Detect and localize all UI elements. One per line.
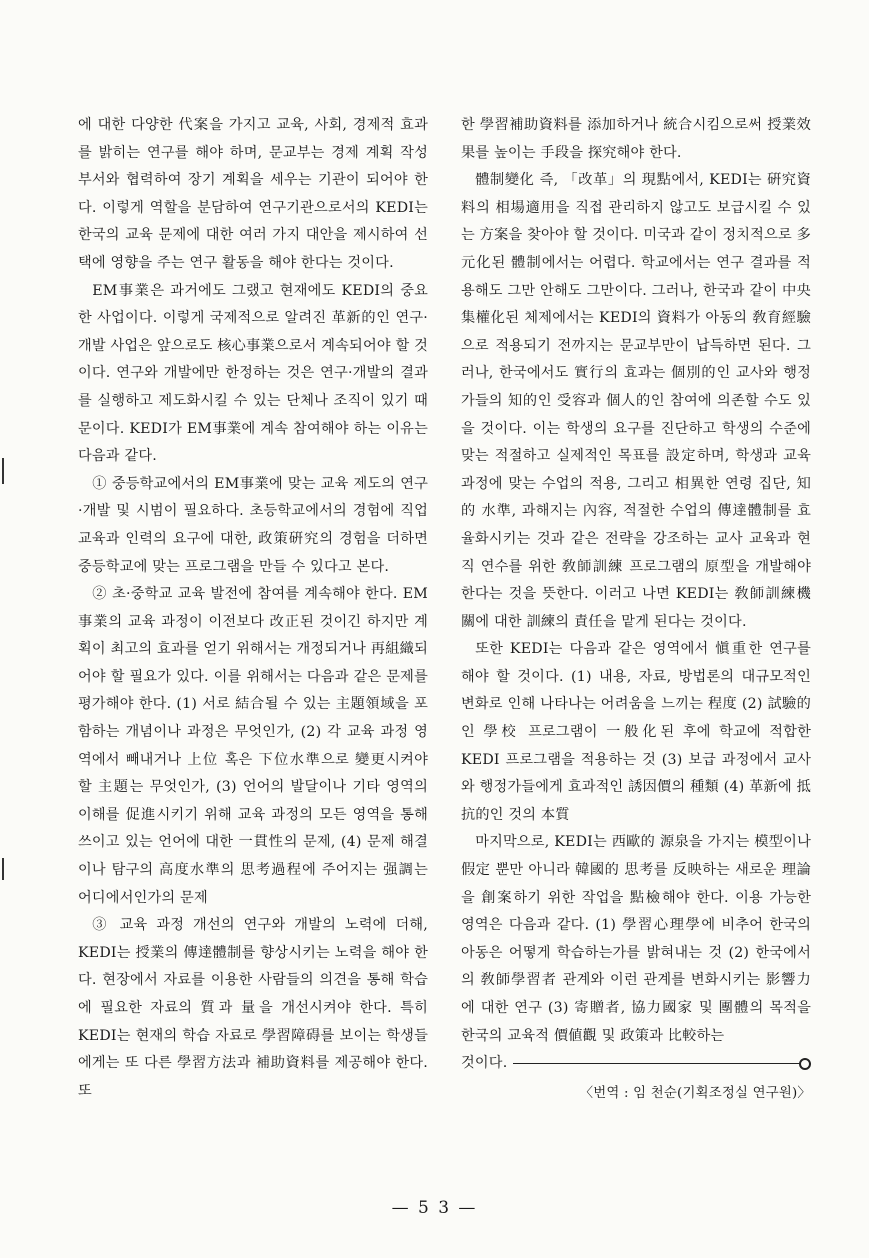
scan-edge-mark [2, 458, 4, 484]
paragraph: 또한 KEDI는 다음과 같은 영역에서 愼重한 연구를 해야 할 것이다. (1) 내용, 자료, 방법론의 대규모적인 변화로 인해 나타나는 어려움을 느끼는 程度 (2) 試驗的인 學校 프로그램이 一般化된 후에 학교에 적합한 KEDI 프로그램을 적용하는 것 (3) 보급 과정에서 교사와 행정가들에게 효과적인 誘因價의 種類 (4) 革新에 抵抗的인 것의 本質 [461, 641, 811, 823]
paragraph: 마지막으로, KEDI는 西歐的 源泉을 가지는 模型이나 假定 뿐만 아니라 韓國的 思考를 反映하는 새로운 理論을 創案하기 위한 작업을 點檢해야 한다. 이용 가능한 영역은 다음과 같다. (1) 學習心理學에 비추어 한국의 아동은 어떻게 학습하는가를 밝혀내는 것 (2) 한국에서의 敎師學習者 관계와 이런 관계를 변화시키는 影響力에 대한 연구 (3) 寄贈者, 協力國家 및 團體의 목적을 한국의 교육적 價値觀 및 政策과 比較하는 [461, 834, 811, 1044]
left-column [78, 112, 428, 1105]
paragraph: ② 초·중학교 교육 발전에 참여를 계속해야 한다. EM事業의 교육 과정이 이전보다 改正된 것이긴 하지만 계획이 최고의 효과를 얻기 위해서는 개정되거나 再組織되어야 할 필요가 있다. 이를 위해서는 다음과 같은 문제를 평가해야 한다. (1) 서로 結合될 수 있는 主題領域을 포함하는 개념이나 과정은 무엇인가, (2) 각 교육 과정 영역에서 빼내거나 上位 혹은 下位水準으로 變更시켜야 할 主題는 무엇인가, (3) 언어의 발달이나 기타 영역의 이해를 促進시키기 위해 교육 과정의 모든 영역을 통해 쓰이고 있는 언어에 대한 一貫性의 문제, (4) 문제 해결이나 탐구의 高度水準의 思考過程에 주어지는 强調는 어디에서인가의 문제 [78, 586, 428, 906]
closing-text: 것이다. [461, 1055, 508, 1072]
page-number: — 5 3 — [391, 1198, 478, 1218]
end-circle-icon [799, 1058, 811, 1070]
paragraph: EM事業은 과거에도 그랬고 현재에도 KEDI의 중요한 사업이다. 이렇게 국제적으로 알려진 革新的인 연구·개발 사업은 앞으로도 核心事業으로서 계속되어야 할 것이다. 연구와 개발에만 한정하는 것은 연구·개발의 결과를 실행하고 제도화시킬 수 있는 단체나 조직이 있기 때문이다. KEDI가 EM事業에 계속 참여해야 하는 이유는 다음과 같다. [78, 282, 429, 465]
paragraph: ① 중등학교에서의 EM事業에 맞는 교육 제도의 연구·개발 및 시범이 필요하다. 초등학교에서의 경험에 직업 교육과 인력의 요구에 대한, 政策硏究의 경험을 더하면 중등학교에 맞는 프로그램을 만들 수 있다고 본다. [78, 475, 428, 575]
scan-edge-mark [2, 858, 4, 880]
paragraph: 에 대한 다양한 代案을 가지고 교육, 사회, 경제적 효과를 밝히는 연구를 해야 하며, 문교부는 경제 계획 작성 부서와 협력하여 장기 계획을 세우는 기관이 되어야 한다. 이렇게 역할을 분담하여 연구기관으로서의 KEDI는 한국의 교육 문제에 대한 여러 가지 대안을 제시하여 선택에 영향을 주는 연구 활동을 해야 한다는 것이다. [78, 117, 428, 271]
article-end [461, 1050, 811, 1078]
right-column [461, 112, 811, 1107]
paragraph: ③ 교육 과정 개선의 연구와 개발의 노력에 더해, KEDI는 授業의 傳達體制를 향상시키는 노력을 해야 한다. 현장에서 자료를 이용한 사람들의 의견을 통해 학습에 필요한 자료의 質과 量을 개선시켜야 한다. 특히 KEDI는 현재의 학습 자료로 學習障碍를 보이는 학생들에게는 또 다른 學習方法과 補助資料를 제공해야 한다. 또 [78, 917, 428, 1099]
translator-credit: 〈번역 : 임 천순(기획조정실 연구원)〉 [579, 1085, 811, 1101]
paragraph: 體制變化 즉, 「改革」의 現點에서, KEDI는 硏究資料의 相場適用을 직접 관리하지 않고도 보급시킬 수 있는 方案을 찾아야 할 것이다. 미국과 같이 정치적으로 多元化된 體制에서는 어렵다. 학교에서는 연구 결과를 적용해도 그만 안해도 그만이다. 그러나, 한국과 같이 中央集權化된 체제에서는 KEDI의 資料가 아동의 敎育經驗으로 적용되기 전까지는 문교부만이 납득하면 된다. 그러나, 한국에서도 實行의 효과는 個別的인 교사와 행정가들의 知的인 受容과 個人的인 참여에 의존할 수도 있을 것이다. 이는 학생의 요구를 진단하고 학생의 수준에 맞는 적절하고 실제적인 목표를 設定하며, 학생과 교육 과정에 맞는 수업의 적용, 그리고 相異한 연령 집단, 知的 水準, 과해지는 內容, 적절한 수업의 傳達體制를 효율화시키는 것과 같은 전략을 강조하는 교사 교육과 현직 연수를 위한 敎師訓練 프로그램의 原型을 개발해야 한다는 것을 뜻한다. 이러고 나면 KEDI는 敎師訓練機關에 대한 訓練의 責任을 맡게 된다는 것이다. [461, 172, 811, 630]
paragraph: 한 學習補助資料를 添加하거나 統合시킴으로써 授業效果를 높이는 手段을 探究해야 한다. [461, 117, 811, 161]
end-rule [513, 1063, 799, 1064]
